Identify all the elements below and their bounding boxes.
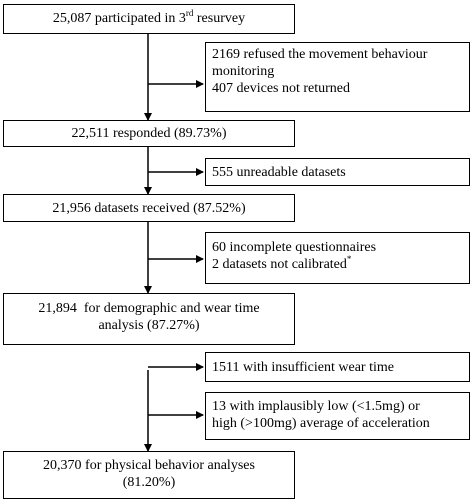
refused-line-2: monitoring <box>212 64 275 79</box>
box-refused <box>205 42 470 112</box>
box-datasets-received <box>3 194 295 222</box>
incomplete-line-1: 60 incomplete questionnaires <box>212 240 377 255</box>
box-insufficient-wear <box>205 352 470 382</box>
participated-text: 25,087 participated in 3rd resurvey <box>52 8 246 26</box>
box-demographic <box>3 293 295 345</box>
demographic-line-1: 21,894 for demographic and wear time <box>38 301 260 316</box>
responded-text: 22,511 responded (89.73%) <box>71 126 227 141</box>
incomplete-line-2: 2 datasets not calibrated* <box>212 254 352 272</box>
insufficient-wear-text: 1511 with insufficient wear time <box>212 360 394 375</box>
physical-behavior-line-1: 20,370 for physical behavior analyses <box>43 458 255 473</box>
implausible-line-1: 13 with implausibly low (<1.5mg) or <box>212 399 420 414</box>
box-physical-behavior <box>3 451 295 499</box>
physical-behavior-line-2: (81.20%) <box>122 475 176 490</box>
implausible-line-2: high (>100mg) average of acceleration <box>212 416 430 431</box>
box-implausible <box>205 392 470 440</box>
box-unreadable <box>205 158 470 186</box>
demographic-line-2: analysis (87.27%) <box>98 318 200 333</box>
box-participated <box>3 4 295 34</box>
unreadable-text: 555 unreadable datasets <box>212 165 346 180</box>
box-incomplete <box>205 232 470 284</box>
refused-line-1: 2169 refused the movement behaviour <box>212 47 428 62</box>
refused-line-3: 407 devices not returned <box>212 81 351 96</box>
datasets-received-text: 21,956 datasets received (87.52%) <box>52 201 246 216</box>
box-responded <box>3 120 295 147</box>
